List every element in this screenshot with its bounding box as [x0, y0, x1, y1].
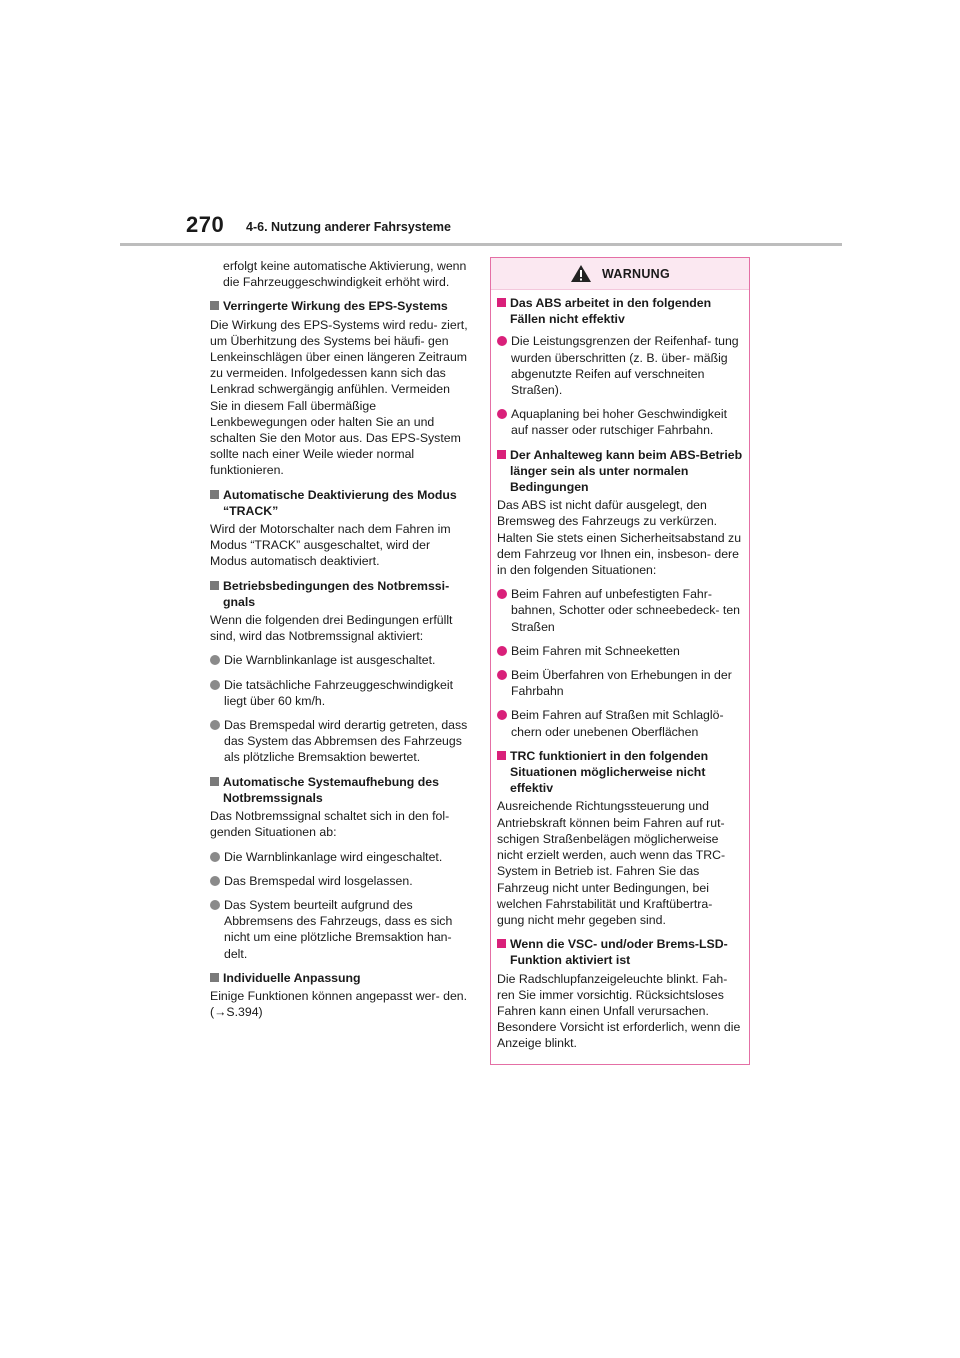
list-item: Die Leistungsgrenzen der Reifenhaf- tung wurden überschritten (z. B. über- mäßig abgenutzte Reifen auf verschneiten Straßen). [497, 333, 743, 398]
square-bullet-icon [210, 973, 219, 982]
warning-body [491, 290, 749, 1052]
header-divider [120, 243, 842, 246]
section-heading: Betriebsbedingungen des Notbremssi- gnals [210, 578, 470, 610]
round-bullet-icon [210, 680, 220, 690]
section-heading: Automatische Deaktivierung des Modus “TRACK” [210, 487, 470, 519]
warning-heading: TRC funktioniert in den folgenden Situationen möglicherweise nicht effektiv [497, 748, 743, 797]
round-bullet-icon [210, 900, 220, 910]
round-bullet-icon [497, 409, 507, 419]
square-bullet-icon [210, 777, 219, 786]
page-number: 270 [186, 212, 225, 237]
list-item: Beim Fahren auf unbefestigten Fahr- bahnen, Schotter oder schneebedeck- ten Straßen [497, 586, 743, 635]
round-bullet-icon [497, 710, 507, 720]
list-item: Beim Fahren auf Straßen mit Schlaglö- chern oder unebenen Oberflächen [497, 707, 743, 739]
list-item: Das Bremspedal wird derartig getreten, dass das System das Abbremsen des Fahrzeugs als plötzliche Bremsaktion bewertet. [210, 717, 470, 766]
list-item: Beim Überfahren von Erhebungen in der Fahrbahn [497, 667, 743, 699]
section-heading: Automatische Systemaufhebung des Notbremssignals [210, 774, 470, 806]
warning-heading: Wenn die VSC- und/oder Brems-LSD-Funktion aktiviert ist [497, 936, 743, 968]
list-item: Das Bremspedal wird losgelassen. [210, 873, 470, 889]
warning-paragraph: Das ABS ist nicht dafür ausgelegt, den Bremsweg des Fahrzeugs zu verkürzen. Halten Sie stets einen Sicherheitsabstand zu dem Fahrzeug vor Ihnen ein, insbeson- dere in den folgenden Situationen: [497, 498, 742, 578]
warning-triangle-icon [570, 264, 592, 283]
warning-paragraph: Ausreichende Richtungssteuerung und Antriebskraft können beim Fahren auf rut- schigen Straßenbelägen möglicherweise nicht erzielt werden, auch wenn das TRC-System in Betrieb ist. Fahren Sie das Fahrzeug nicht unter Bedingungen, bei welchen Fahrstabilität und Kraftübertra- gung nicht mehr gegeben sind. [497, 799, 726, 927]
round-bullet-icon [210, 655, 220, 665]
square-bullet-icon [497, 939, 506, 948]
left-column [210, 258, 470, 1028]
round-bullet-icon [497, 589, 507, 599]
warning-heading: Das ABS arbeitet in den folgenden Fällen nicht effektiv [497, 295, 743, 327]
section-body: Das Notbremssignal schaltet sich in den fol- genden Situationen ab: [210, 809, 450, 840]
cross-reference-text: Einige Funktionen können angepasst wer- den. (→S.394) [210, 988, 468, 1020]
warning-title: WARNUNG [601, 266, 671, 281]
round-bullet-icon [210, 720, 220, 730]
round-bullet-icon [497, 646, 507, 656]
list-item: Die Warnblinkanlage ist ausgeschaltet. [210, 652, 470, 668]
square-bullet-icon [210, 301, 219, 310]
square-bullet-icon [497, 298, 506, 307]
section-heading: Verringerte Wirkung des EPS-Systems [210, 298, 470, 314]
warning-header [491, 258, 749, 290]
warning-heading: Der Anhalteweg kann beim ABS-Betrieb länger sein als unter normalen Bedingungen [497, 447, 743, 496]
list-item: Beim Fahren mit Schneeketten [497, 643, 743, 659]
section-title: 4-6. Nutzung anderer Fahrsysteme [246, 220, 451, 234]
list-item: Aquaplaning bei hoher Geschwindigkeit auf nasser oder rutschiger Fahrbahn. [497, 406, 743, 438]
list-item: Das System beurteilt aufgrund des Abbremsens des Fahrzeugs, dass es sich nicht um eine plötzliche Bremsaktion han- delt. [210, 897, 470, 962]
square-bullet-icon [210, 581, 219, 590]
section-body: Die Wirkung des EPS-Systems wird redu- ziert, um Überhitzung des Systems bei häufi- gen Lenkeinschlägen über einen längeren Zeitraum zu vermeiden. Infolgedessen kann sich das Lenkrad schwergängig anfühlen. Vermeiden Sie in diesem Fall übermäßige Lenkbewegungen oder halten Sie an und schalten Sie den Motor aus. Das EPS-System sollte nach einer Weile wieder normal funktionieren. [210, 317, 468, 478]
square-bullet-icon [497, 450, 506, 459]
section-body: Wird der Motorschalter nach dem Fahren im Modus “TRACK” ausgeschaltet, wird der Modus automatisch deaktiviert. [210, 522, 451, 569]
list-item: Die Warnblinkanlage wird eingeschaltet. [210, 849, 470, 865]
section-body [210, 988, 470, 1020]
section-heading: Individuelle Anpassung [210, 970, 470, 986]
list-item: Die tatsächliche Fahrzeuggeschwindigkeit liegt über 60 km/h. [210, 677, 470, 709]
square-bullet-icon [497, 751, 506, 760]
round-bullet-icon [210, 852, 220, 862]
warning-paragraph: Die Radschlupfanzeigeleuchte blinkt. Fah- ren Sie immer vorsichtig. Rücksichtsloses Fahren kann einen Unfall verursachen. Besondere Vorsicht ist erforderlich, wenn die Anzeige blinkt. [497, 971, 741, 1051]
round-bullet-icon [210, 876, 220, 886]
round-bullet-icon [497, 336, 507, 346]
section-body: Wenn die folgenden drei Bedingungen erfüllt sind, wird das Notbremssignal aktiviert: [210, 613, 453, 644]
square-bullet-icon [210, 490, 219, 499]
warning-box [490, 257, 750, 1065]
intro-text: erfolgt keine automatische Aktivierung, wenn die Fahrzeuggeschwindigkeit erhöht wird. [223, 259, 467, 290]
page-header [0, 0, 960, 250]
round-bullet-icon [497, 670, 507, 680]
